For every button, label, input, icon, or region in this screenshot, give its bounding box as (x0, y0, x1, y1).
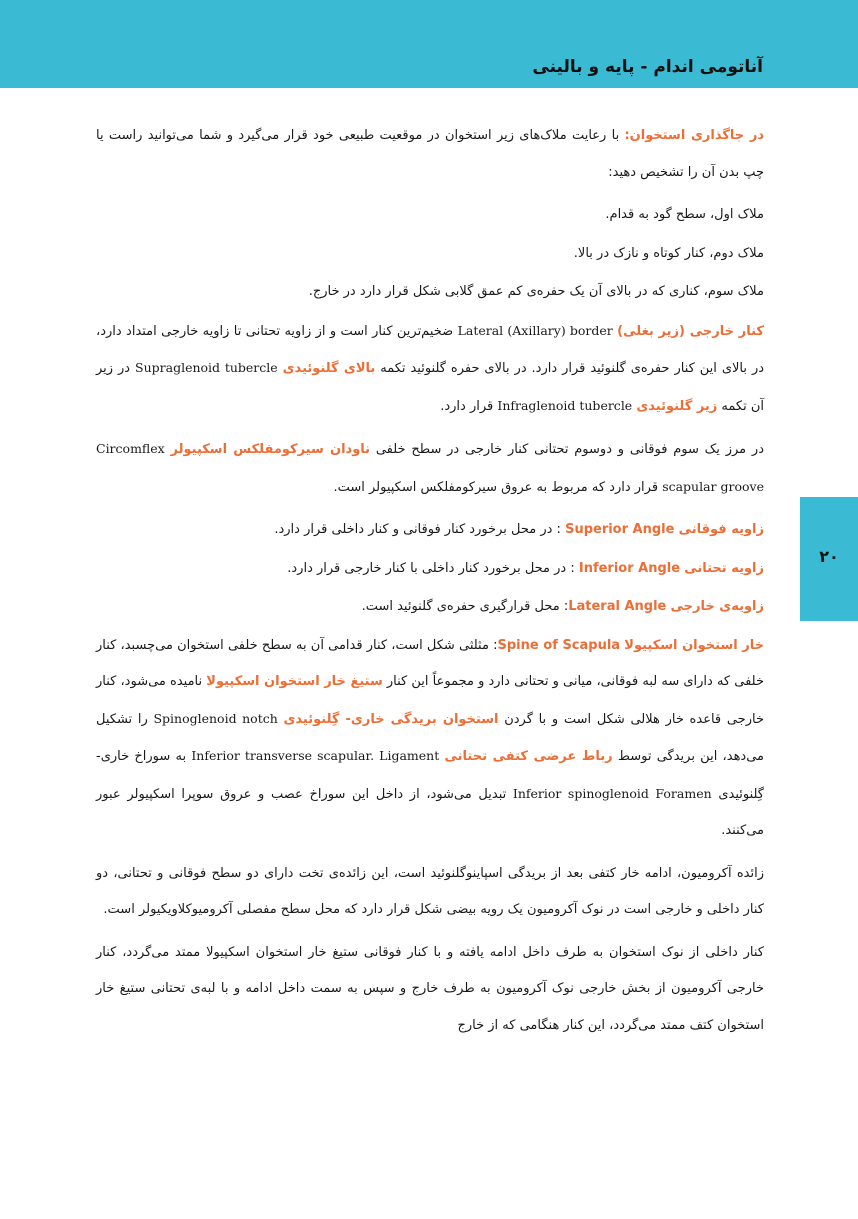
heading-inferior-angle: زاویه تحتانی (684, 560, 764, 576)
paragraph-superior-angle (96, 512, 764, 549)
side-tab (800, 497, 858, 621)
paragraph-lateral-angle (96, 589, 764, 626)
paragraph-spine-of-scapula (96, 628, 764, 850)
paragraph-text: قرار دارد. (440, 398, 498, 414)
term-spinoglenoid-notch: استخوان بریدگی خاری- گِلنوئیدی (283, 711, 499, 727)
paragraph-lateral-border (96, 313, 764, 426)
paragraph-text: : در محل برخورد کنار فوقانی و کنار داخلی قرار دارد. (274, 522, 566, 537)
paragraph-text: قرار دارد که مربوط به عروق سیرکومفلکس اسکپیولر است. (333, 479, 663, 495)
paragraph-text: نامیده می‌شود، کنار خارجی قاعده خار هلالی شکل است و با گردن (96, 674, 764, 727)
paragraph-placement (96, 118, 764, 191)
latin-term: Spinoglenoid notch (153, 710, 278, 726)
latin-term: Circomflex scapular groove (96, 441, 764, 494)
paragraph-acromion-borders: کنار داخلی از نوک استخوان به طرف داخل ادامه یافته و با کنار فوقانی ستیغ خار استخوان اسکپیولا ممتد می‌گردد، کنار خارجی آکرومیون از بخش خارجی نوک آکرومیون به طرف خارج و سپس به سمت داخل ادامه و با لبه‌ی تحتانی ستیغ خار استخوان کتف ممتد می‌گردد، این کنار هنگامی که از خارج (96, 944, 764, 1033)
paragraph-text: : مثلثی شکل است، کنار قدامی آن به سطح خلفی استخوان می‌چسبد، کنار خلفی که دارای سه لبه فوقانی، میانی و تحتانی دارد و مجموعاً این کنار (96, 637, 764, 689)
heading-placement: در جاگذاری استخوان: (624, 128, 764, 143)
latin-term: Supraglenoid tubercle (135, 360, 278, 375)
paragraph-inferior-angle (96, 551, 764, 588)
paragraph-text: با رعایت ملاک‌های زیر استخوان در موقعیت طبیعی خود قرار می‌گیرد و شما می‌توانید راست یا چپ بدن آن را تشخیص دهید: (96, 128, 764, 180)
heading-lateral-angle: زاویه‌ی خارجی (670, 599, 764, 614)
book-title: آناتومی اندام - پایه و بالینی (532, 57, 763, 77)
paragraph-text: تبدیل می‌شود، از داخل این سوراخ عصب و عروق سوپرا اسکپیولر عبور می‌کنند. (96, 786, 764, 838)
latin-term: Superior Angle (565, 522, 675, 537)
term-infraglenoid: زیر گلنوئیدی (636, 398, 718, 414)
term-transverse-ligament: رباط عرضی کتفی تحتانی (444, 749, 613, 764)
paragraph-acromion: زائده آکرومیون، ادامه خار کتفی بعد از بریدگی اسپاینوگلنوئید است، این زائده‌ی تخت دارای دو سطح فوقانی و تحتانی، دو کنار داخلی و خارجی است در نوک آکرومیون یک رویه بیضی شکل قرار دارد که محل سطح مفصلی آکرومیوکلاویکیولر است. (96, 865, 764, 917)
heading-lateral-border: کنار خارجی (زیر بغلی) (617, 323, 764, 339)
main-text (96, 118, 764, 1050)
latin-term: Inferior transverse scapular. Ligament (191, 748, 440, 763)
paragraph-text: : در محل برخورد کنار داخلی با کنار خارجی قرار دارد. (287, 560, 579, 576)
page-number: ۲۰ (819, 547, 839, 566)
paragraph-text: در مرز یک سوم فوقانی و دوسوم تحتانی کنار خارجی در سطح خلفی (370, 442, 765, 457)
criterion-1: ملاک اول، سطح گود به قدام. (605, 207, 764, 222)
heading-spine-of-scapula: خار استخوان اسکپیولا (624, 637, 765, 653)
paragraph-text: : محل قرارگیری حفره‌ی گلنوئید است. (361, 599, 569, 614)
criterion-3: ملاک سوم، کناری که در بالای آن یک حفره‌ی کم عمق گلابی شکل قرار دارد در خارج. (308, 284, 764, 299)
page-header (0, 0, 858, 88)
paragraph-text: به سوراخ خاری- گِلنوئیدی (96, 749, 765, 802)
latin-term: Lateral (Axillary) border (457, 322, 613, 338)
latin-term: Lateral Angle (568, 599, 667, 614)
paragraph-text: ضخیم‌ترین کنار است و از زاویه تحتانی تا زاویه خارجی امتداد دارد، در بالای این کنار حفره‌ی گلنوئید قرار دارد. در بالای حفره گلنوئید تکمه (96, 323, 765, 376)
paragraph-text: را تشکیل می‌دهد، این بریدگی توسط (96, 711, 765, 764)
latin-term: Spine of Scapula (497, 637, 621, 653)
term-supraglenoid: بالای گلنوئیدی (282, 361, 376, 376)
latin-term: Inferior Angle (578, 560, 681, 576)
paragraph-text: در زیر آن تکمه (96, 361, 764, 414)
term-circumflex-groove: ناودان سیرکومفلکس اسکپیولر (170, 442, 371, 457)
paragraph-circumflex-groove (96, 431, 764, 506)
term-spine-crest: ستیغ خار استخوان اسکپیولا (206, 674, 383, 689)
criterion-2: ملاک دوم، کنار کوتاه و نازک در بالا. (573, 245, 764, 261)
heading-superior-angle: زاویه فوقانی (678, 522, 764, 537)
latin-term: Infraglenoid tubercle (497, 397, 633, 413)
latin-term: Inferior spinoglenoid Foramen (512, 785, 712, 801)
